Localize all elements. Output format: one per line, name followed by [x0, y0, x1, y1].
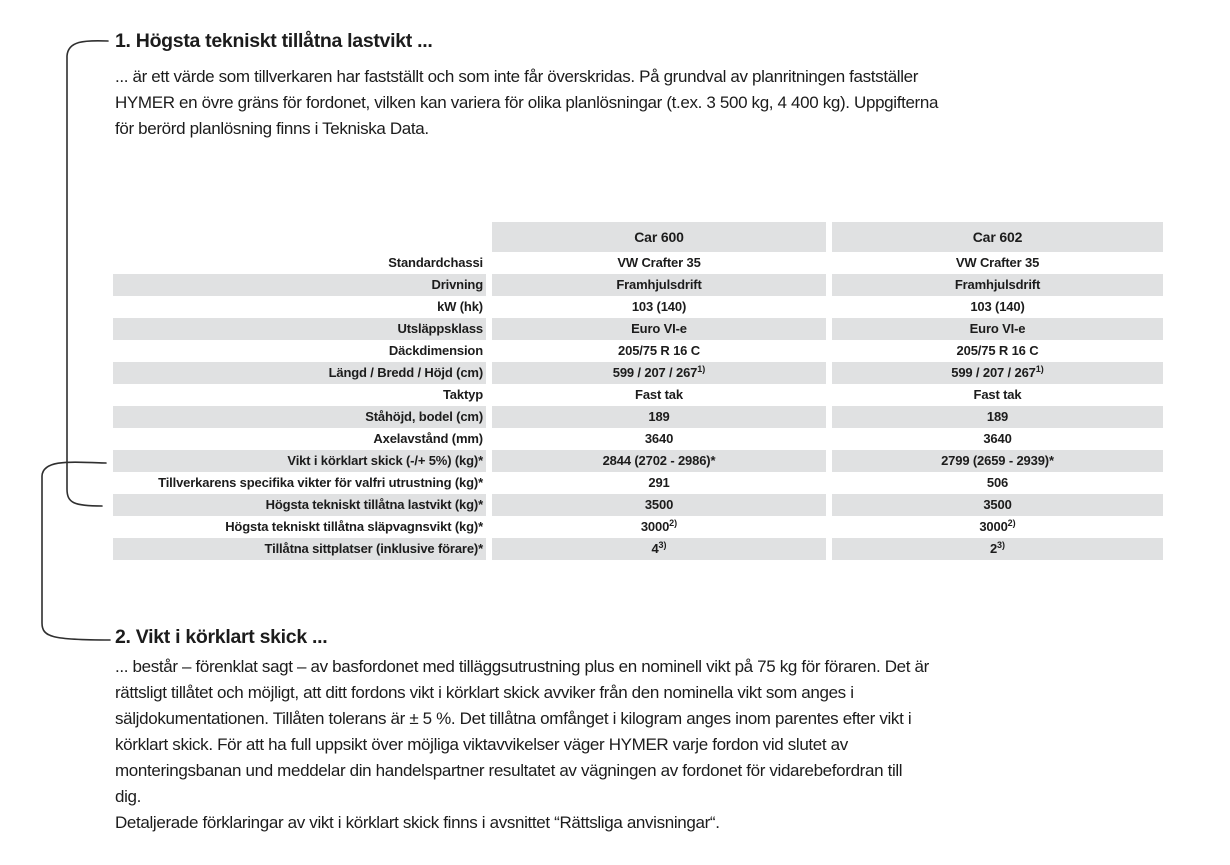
footnote-marker: 3) — [997, 540, 1006, 550]
cell-value: 189 — [648, 409, 670, 424]
cell-car602 — [832, 252, 1163, 274]
cell-car600 — [492, 450, 826, 472]
row-label: kW (hk) — [437, 299, 483, 314]
cell-value: Euro VI-e — [969, 321, 1026, 336]
cell-car602 — [832, 384, 1163, 406]
cell-value: 103 (140) — [970, 299, 1025, 314]
row-label: Vikt i körklart skick (-/+ 5%) (kg)* — [113, 450, 486, 472]
row-label: Ståhöjd, bodel (cm) — [113, 406, 486, 428]
cell-value: 2 — [989, 541, 998, 556]
section1-paragraph — [115, 64, 1173, 142]
cell-car602 — [832, 538, 1163, 560]
cell-value: 599 / 207 / 267 — [951, 365, 1036, 380]
row-label: Drivning — [113, 274, 486, 296]
table-row — [113, 538, 1163, 560]
section2-paragraph — [115, 654, 1173, 836]
footnote-marker: 1) — [1035, 364, 1044, 374]
cell-car600 — [492, 340, 826, 362]
cell-car600 — [492, 472, 826, 494]
text-line: HYMER en övre gräns för fordonet, vilken kan variera för olika planlösningar (t.ex. 3 500 kg, 4 400 kg). Uppgifterna — [115, 93, 939, 112]
table-row — [113, 516, 1163, 538]
row-label: Taktyp — [442, 387, 483, 402]
text-line: dig. — [115, 787, 142, 806]
cell-value: 4 — [651, 541, 659, 556]
text-line: ... består – förenklat sagt – av basfordonet med tilläggsutrustning plus en nominell vikt på 75 kg för föraren. Det är — [115, 657, 929, 676]
section2-heading: 2. Vikt i körklart skick ... — [115, 626, 328, 648]
cell-car600 — [492, 362, 826, 384]
cell-value: Fast tak — [973, 387, 1022, 402]
table-header-row — [113, 222, 1163, 252]
row-label: Utsläppsklass — [113, 318, 486, 340]
cell-car602 — [832, 406, 1163, 428]
footnote-marker: 2) — [669, 518, 678, 528]
cell-value: Euro VI-e — [631, 321, 687, 336]
cell-value: 189 — [986, 409, 1009, 424]
cell-car600 — [492, 428, 826, 450]
cell-value: VW Crafter 35 — [955, 255, 1040, 270]
cell-value: Framhjulsdrift — [616, 277, 702, 292]
row-label: Högsta tekniskt tillåtna släpvagnsvikt (kg)* — [225, 519, 483, 534]
table-row — [113, 450, 1163, 472]
text-line: monteringsbanan und meddelar din handelspartner resultatet av vägningen av fordonet för vidarebefordran till — [115, 761, 903, 780]
text-line: säljdokumentationen. Tillåten tolerans är ± 5 %. Det tillåtna omfånget i kilogram anges inom parentes efter vikt i — [115, 709, 912, 728]
cell-value: Framhjulsdrift — [954, 277, 1041, 292]
table-row — [113, 296, 1163, 318]
cell-car600 — [492, 274, 826, 296]
text-line: körklart skick. För att ha full uppsikt över möjliga viktavvikelser väger HYMER varje fordon vid slutet av — [115, 735, 848, 754]
table-row — [113, 494, 1163, 516]
cell-car602 — [832, 340, 1163, 362]
cell-car602 — [832, 318, 1163, 340]
table-row — [113, 362, 1163, 384]
cell-car602 — [832, 494, 1163, 516]
table-row — [113, 384, 1163, 406]
table-row — [113, 472, 1163, 494]
row-label: Tillverkarens specifika vikter för valfri utrustning (kg)* — [158, 475, 483, 490]
footnote-marker: 1) — [697, 364, 706, 374]
cell-value: 205/75 R 16 C — [618, 343, 700, 358]
bracket-korklart-row-to-heading2 — [42, 462, 110, 640]
cell-car602 — [832, 516, 1163, 538]
text-line: för berörd planlösning finns i Tekniska Data. — [115, 119, 429, 138]
row-label: Längd / Bredd / Höjd (cm) — [113, 362, 486, 384]
table-row — [113, 318, 1163, 340]
cell-car600 — [492, 252, 826, 274]
cell-car600 — [492, 296, 826, 318]
cell-value: 3000 — [979, 519, 1008, 534]
column-header-car600: Car 600 — [492, 222, 826, 252]
cell-value: 506 — [986, 475, 1009, 490]
table-row — [113, 252, 1163, 274]
cell-car602 — [832, 362, 1163, 384]
cell-car600 — [492, 538, 826, 560]
cell-value: 205/75 R 16 C — [956, 343, 1039, 358]
cell-car600 — [492, 318, 826, 340]
table-row — [113, 406, 1163, 428]
cell-value: VW Crafter 35 — [617, 255, 701, 270]
cell-value: 2799 (2659 - 2939)* — [941, 453, 1054, 468]
cell-car602 — [832, 472, 1163, 494]
header-spacer — [113, 222, 486, 252]
cell-car600 — [492, 384, 826, 406]
cell-car600 — [492, 494, 826, 516]
cell-value: 2844 (2702 - 2986)* — [602, 453, 716, 468]
cell-car602 — [832, 296, 1163, 318]
cell-value: 599 / 207 / 267 — [612, 365, 698, 380]
column-header-car602: Car 602 — [832, 222, 1163, 252]
table-row — [113, 340, 1163, 362]
table-row — [113, 428, 1163, 450]
cell-value: 3640 — [644, 431, 674, 446]
row-label: Högsta tekniskt tillåtna lastvikt (kg)* — [113, 494, 486, 516]
row-label: Axelavstånd (mm) — [373, 431, 483, 446]
bracket-heading1-to-lastvikt-row — [67, 41, 108, 506]
cell-value: 291 — [648, 475, 670, 490]
cell-value: 3500 — [644, 497, 674, 512]
spec-table — [113, 222, 1163, 560]
cell-car602 — [832, 274, 1163, 296]
row-label: Däckdimension — [388, 343, 483, 358]
cell-car600 — [492, 516, 826, 538]
section1-heading: 1. Högsta tekniskt tillåtna lastvikt ... — [115, 30, 433, 52]
footnote-marker: 3) — [658, 540, 667, 550]
text-line: Detaljerade förklaringar av vikt i körklart skick finns i avsnittet “Rättsliga anvisningar“. — [115, 813, 720, 832]
cell-car602 — [832, 428, 1163, 450]
cell-value: Fast tak — [635, 387, 683, 402]
cell-car602 — [832, 450, 1163, 472]
cell-value: 3640 — [983, 431, 1012, 446]
row-label: Standardchassi — [388, 255, 483, 270]
row-label: Tillåtna sittplatser (inklusive förare)* — [113, 538, 486, 560]
cell-value: 3000 — [640, 519, 670, 534]
cell-car600 — [492, 406, 826, 428]
text-line: ... är ett värde som tillverkaren har fastställt och som inte får överskridas. På grundval av planritningen fastställer — [115, 67, 919, 86]
text-line: rättsligt tillåtet och möjligt, att ditt fordons vikt i körklart skick avviker från den nominella vikt som anges i — [115, 683, 854, 702]
footnote-marker: 2) — [1007, 518, 1016, 528]
cell-value: 103 (140) — [631, 299, 687, 314]
cell-value: 3500 — [983, 497, 1012, 512]
table-row — [113, 274, 1163, 296]
